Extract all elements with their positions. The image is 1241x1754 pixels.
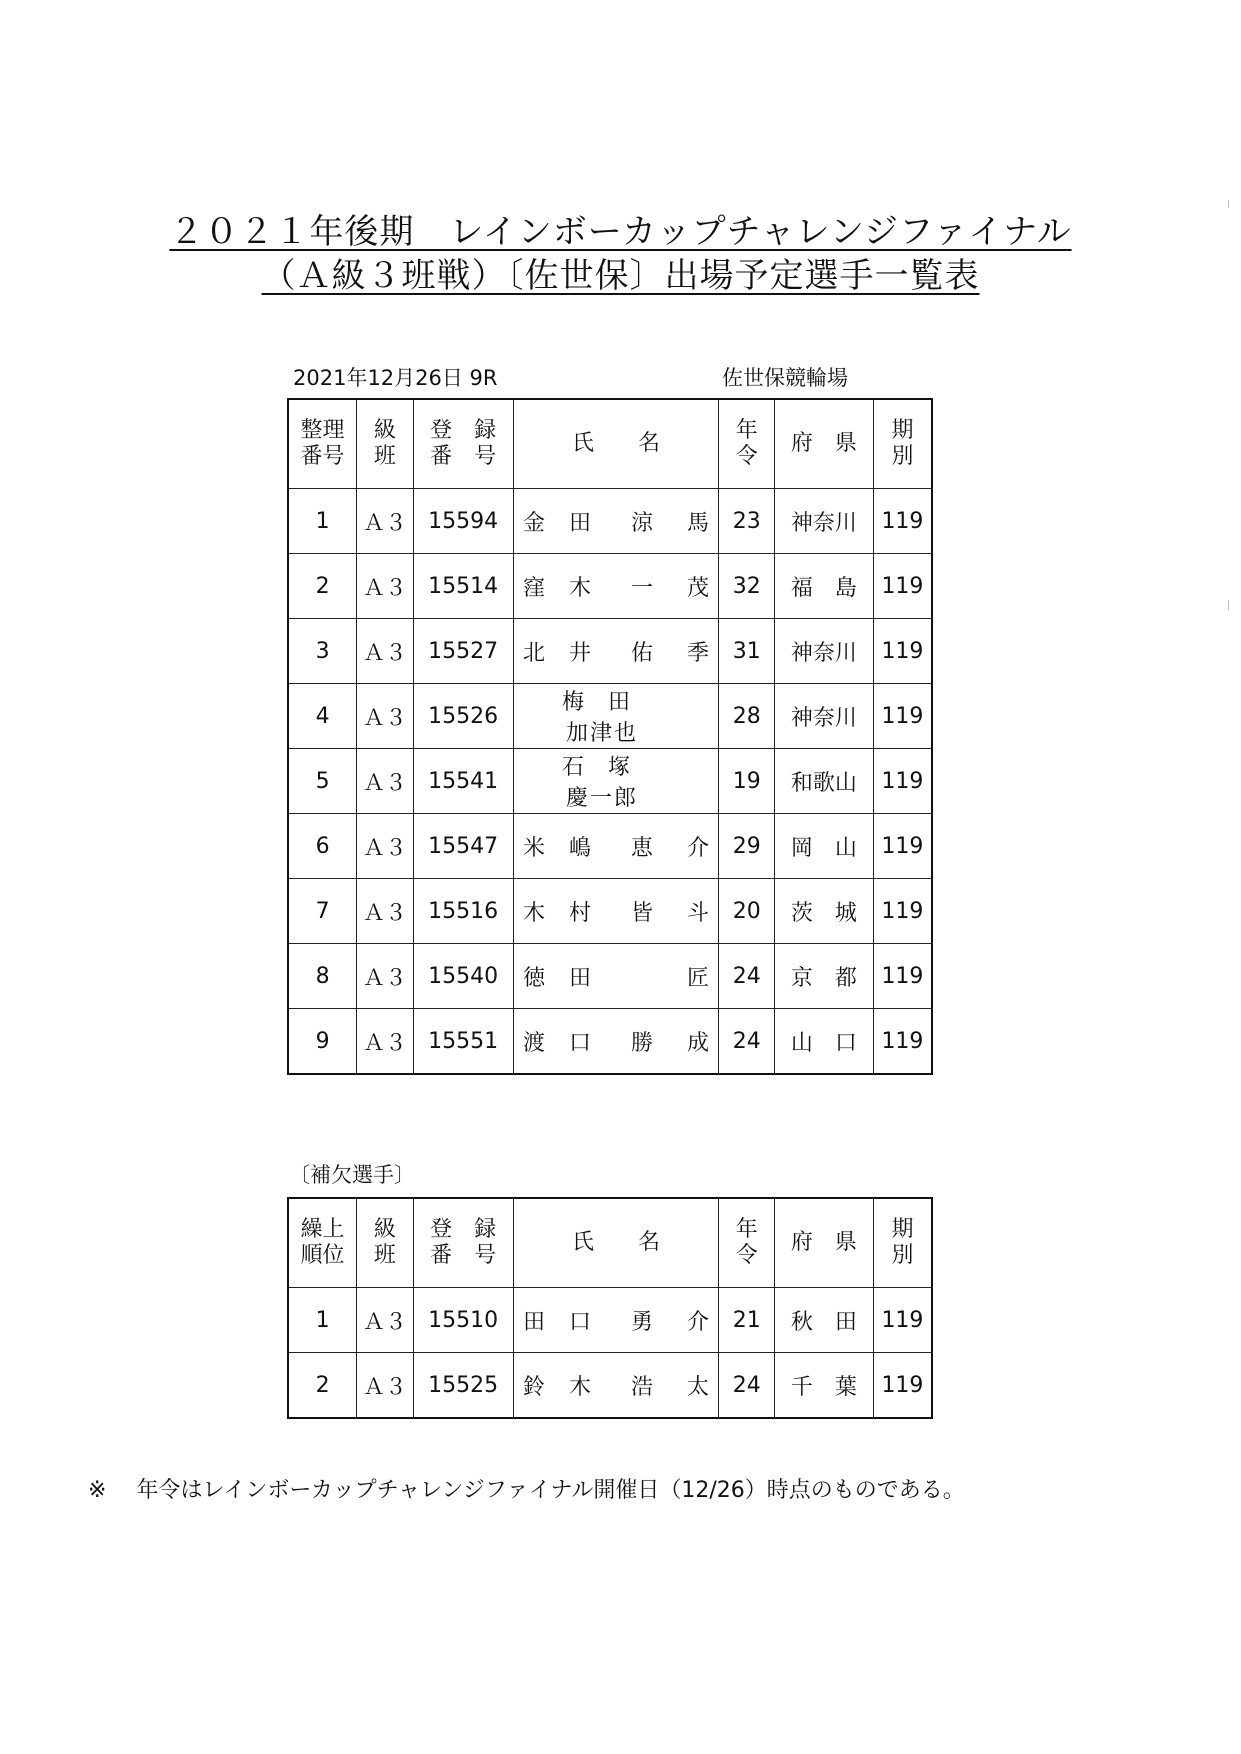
name-part: 木 [569,575,592,601]
cell-class: Ａ３ [357,554,414,619]
cell-prefecture: 茨 城 [774,879,873,944]
cell-registration: 15516 [413,879,513,944]
cell-prefecture: 山 口 [774,1009,873,1075]
cell-registration: 15527 [413,619,513,684]
cell-registration: 15525 [413,1353,513,1419]
cell-age: 20 [719,879,775,944]
cell-number: 2 [288,554,357,619]
header-class: 級 班 [357,1198,414,1288]
cell-prefecture: 京 都 [774,944,873,1009]
name-part: 成 [687,1030,710,1056]
name-part: 村 [569,900,592,926]
header-number: 整理 番号 [288,399,357,489]
cell-name [513,1009,719,1075]
name-part: 石 [562,755,585,780]
name-part: 太 [687,1374,710,1400]
name-part: 北 [523,640,546,666]
cell-term: 119 [873,749,932,814]
cell-class: Ａ３ [357,879,414,944]
name-part: 恵 [631,835,654,861]
title-text-2: （Ａ級３班戦）〔佐世保〕出場予定選手一覧表 [261,256,980,296]
name-part: 木 [569,1374,592,1400]
name-part: 田 [523,1309,546,1335]
cell-class: Ａ３ [357,1009,414,1075]
table-row [288,814,932,879]
name-part: 徳 [523,965,546,991]
table-row [288,944,932,1009]
header-registration: 登 録 番 号 [413,1198,513,1288]
name-part: 茂 [687,575,710,601]
cell-name [513,1288,719,1353]
name-part: 田 [569,510,592,536]
table-row [288,489,932,554]
table-row [288,749,932,814]
cell-name [513,814,719,879]
name-part: 田 [569,965,592,991]
name-part: 佑 [631,640,654,666]
reference-mark: ※ [88,1478,107,1503]
name-part: 口 [569,1309,592,1335]
header-rank: 繰上 順位 [288,1198,357,1288]
name-part: 窪 [523,575,546,601]
title-line-1 [0,212,1241,252]
cell-age: 19 [719,749,775,814]
name-part: 嶋 [569,835,592,861]
cell-number: 2 [288,1353,357,1419]
title-text-1: ２０２１年後期 レインボーカップチャレンジファイナル [169,212,1072,252]
cell-number: 8 [288,944,357,1009]
cell-class: Ａ３ [357,1288,414,1353]
cell-number: 6 [288,814,357,879]
cell-name [513,489,719,554]
table-header [288,1198,932,1288]
cell-prefecture: 岡 山 [774,814,873,879]
cell-registration: 15594 [413,489,513,554]
cell-number: 3 [288,619,357,684]
cell-registration: 15551 [413,1009,513,1075]
cell-class: Ａ３ [357,749,414,814]
cell-age: 23 [719,489,775,554]
table-row [288,1353,932,1419]
cell-class: Ａ３ [357,619,414,684]
cell-age: 28 [719,684,775,749]
header-name: 氏 名 [513,399,719,489]
name-part: 加津也 [566,721,639,746]
cell-registration: 15540 [413,944,513,1009]
cell-registration: 15547 [413,814,513,879]
cell-term: 119 [873,814,932,879]
name-part: 梅 [562,690,585,715]
table-row [288,684,932,749]
cell-name [513,879,719,944]
cell-number: 7 [288,879,357,944]
name-part: 斗 [687,900,710,926]
cell-prefecture: 神奈川 [774,619,873,684]
cell-name [513,749,719,814]
header-term: 期 別 [873,1198,932,1288]
cell-number: 5 [288,749,357,814]
title-line-2 [0,256,1241,296]
cell-registration: 15526 [413,684,513,749]
cell-age: 29 [719,814,775,879]
cell-age: 32 [719,554,775,619]
cell-term: 119 [873,1009,932,1075]
name-part: 浩 [631,1374,654,1400]
cell-prefecture: 秋 田 [774,1288,873,1353]
cell-name [513,1353,719,1419]
name-part: 季 [687,640,710,666]
cell-name [513,944,719,1009]
header-age: 年 令 [719,1198,775,1288]
header-prefecture: 府 県 [774,399,873,489]
cell-term: 119 [873,619,932,684]
cell-age: 24 [719,1353,775,1419]
cell-term: 119 [873,489,932,554]
cell-age: 31 [719,619,775,684]
cell-age: 24 [719,1009,775,1075]
cell-prefecture: 神奈川 [774,489,873,554]
cell-prefecture: 和歌山 [774,749,873,814]
name-part: 慶一郎 [566,786,639,811]
name-part: 勝 [631,1030,654,1056]
name-part: 金 [523,510,546,536]
name-part: 匠 [687,965,710,991]
cell-class: Ａ３ [357,489,414,554]
cell-term: 119 [873,879,932,944]
name-part: 勇 [631,1309,654,1335]
name-part: 木 [523,900,546,926]
cell-class: Ａ３ [357,1353,414,1419]
name-part: 涼 [631,510,654,536]
name-part: 介 [687,835,710,861]
name-part: 渡 [523,1030,546,1056]
scan-edge-mark [1228,200,1229,208]
cell-age: 24 [719,944,775,1009]
cell-class: Ａ３ [357,684,414,749]
cell-number: 4 [288,684,357,749]
table-header [288,399,932,489]
cell-class: Ａ３ [357,944,414,1009]
table-row [288,1009,932,1075]
table-row [288,1288,932,1353]
header-registration: 登 録 番 号 [413,399,513,489]
venue-name: 佐世保競輪場 [722,366,848,390]
cell-name [513,554,719,619]
cell-class: Ａ３ [357,814,414,879]
footnote [88,1473,965,1504]
cell-registration: 15510 [413,1288,513,1353]
cell-number: 1 [288,489,357,554]
cell-prefecture: 千 葉 [774,1353,873,1419]
name-part: 介 [687,1309,710,1335]
cell-term: 119 [873,944,932,1009]
name-part: 塚 [608,755,631,780]
cell-registration: 15541 [413,749,513,814]
header-class: 級 班 [357,399,414,489]
scan-edge-mark [1228,600,1229,610]
table-row [288,619,932,684]
name-part: 鈴 [523,1374,546,1400]
substitutes-table [287,1197,933,1419]
header-prefecture: 府 県 [774,1198,873,1288]
name-part: 米 [523,835,546,861]
name-part: 馬 [687,510,710,536]
race-date: 2021年12月26日 9R [293,366,498,390]
table-row [288,879,932,944]
cell-term: 119 [873,684,932,749]
substitutes-label: 〔補欠選手〕 [289,1163,415,1187]
name-part: 口 [569,1030,592,1056]
cell-term: 119 [873,554,932,619]
name-part: 田 [608,690,631,715]
name-part: 皆 [631,900,654,926]
cell-age: 21 [719,1288,775,1353]
cell-prefecture: 神奈川 [774,684,873,749]
name-part: 一 [631,575,654,601]
table-row [288,554,932,619]
cell-number: 1 [288,1288,357,1353]
cell-term: 119 [873,1353,932,1419]
cell-number: 9 [288,1009,357,1075]
header-name: 氏 名 [513,1198,719,1288]
cell-term: 119 [873,1288,932,1353]
cell-name [513,619,719,684]
footnote-text: 年令はレインボーカップチャレンジファイナル開催日（12/26）時点のものである。 [136,1478,965,1503]
header-term: 期 別 [873,399,932,489]
cell-registration: 15514 [413,554,513,619]
header-age: 年 令 [719,399,775,489]
name-part: 井 [569,640,592,666]
cell-prefecture: 福 島 [774,554,873,619]
cell-name [513,684,719,749]
entry-table [287,398,933,1075]
